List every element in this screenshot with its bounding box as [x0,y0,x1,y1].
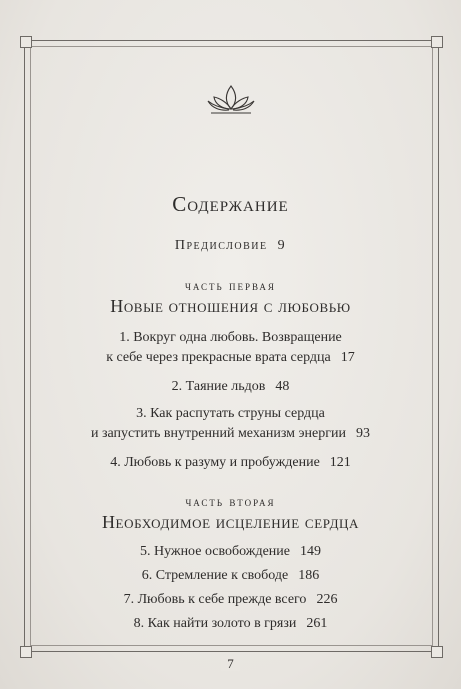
toc-entry-line: 6. Стремление к свободе [141,568,289,583]
toc-entry-line: к себе через прекрасные врата сердца 17 [106,350,355,365]
toc-entry [0,614,461,634]
toc-entry-line: и запустить внутренний механизм энергии 93 [91,426,370,441]
toc-entry-line: 8. Как найти золото в грязи [133,616,297,631]
toc-entry [0,453,461,473]
toc-preface-entry [0,238,461,254]
toc-entry [0,590,461,610]
toc-entry [0,566,461,586]
toc-entry-line: 3. Как распутать струны сердца [136,406,325,421]
toc-entry-page: 17 [340,350,355,365]
page-title: Содержание [172,192,289,216]
lotus-icon [205,82,257,118]
toc-entry [0,328,461,368]
part-one-label: часть первая [185,278,276,293]
border-corner-ornament [20,36,32,48]
border-corner-ornament [431,36,443,48]
toc-entry [0,377,461,397]
toc-entry-page: 93 [355,426,370,441]
toc-entry-page: 186 [298,568,320,583]
part-two-label: часть вторая [185,494,276,509]
preface-page-number: 9 [277,238,287,253]
toc-entry [0,542,461,562]
toc-entry-line: 7. Любовь к себе прежде всего [123,592,307,607]
toc-entry-line: 2. Таяние льдов [171,379,266,394]
part-one-title: Новые отношения с любовью [110,296,351,316]
toc-entry-line: 1. Вокруг одна любовь. Возвращение [119,330,342,345]
page-number: 7 [0,656,461,672]
toc-entry [0,404,461,444]
preface-label: Предисловие [174,238,268,253]
toc-entry-line: 4. Любовь к разуму и пробуждение [110,455,320,470]
toc-entry-page: 226 [316,592,338,607]
toc-entry-line: 5. Нужное освобождение [139,544,291,559]
toc-entry-page: 261 [306,616,328,631]
part-two-title: Необходимое исцеление сердца [101,512,360,532]
toc-entry-page: 48 [275,379,290,394]
toc-entry-page: 121 [329,455,351,470]
toc-entry-page: 149 [300,544,322,559]
